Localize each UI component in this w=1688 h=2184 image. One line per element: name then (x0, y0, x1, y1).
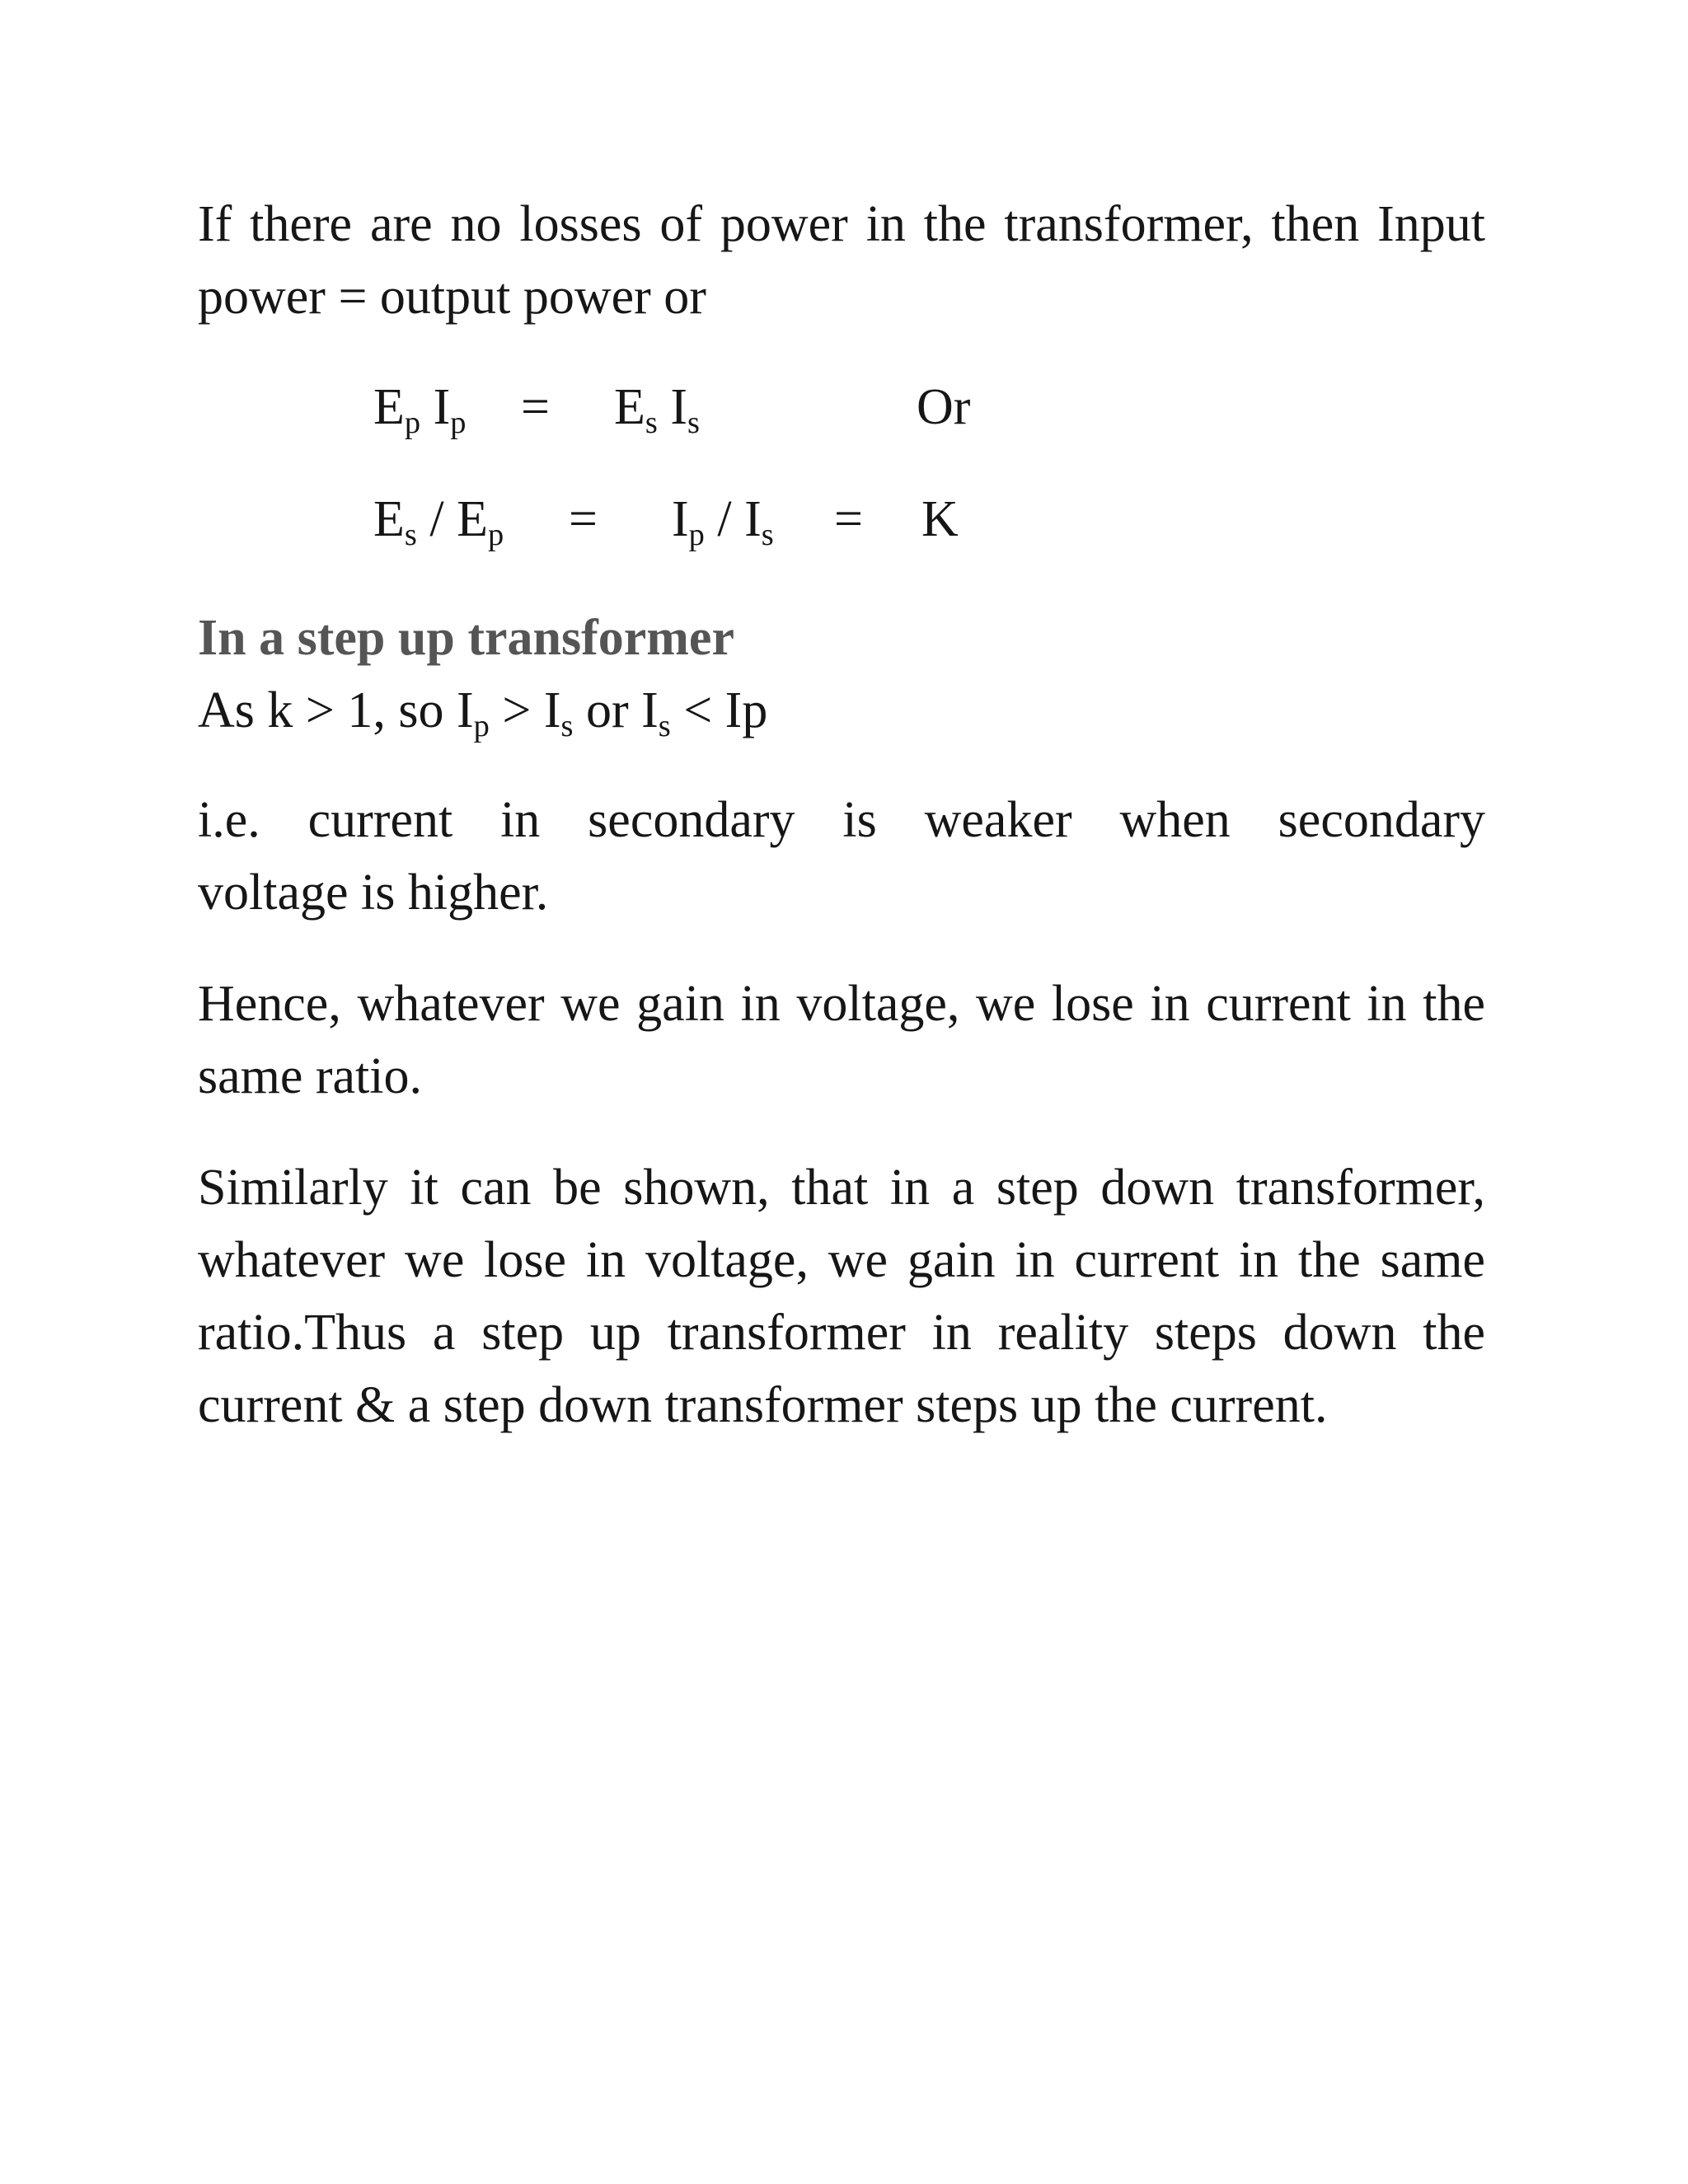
gain-loss-paragraph (198, 968, 1485, 1113)
equation-equals-sign: = (521, 379, 550, 435)
step-down-paragraph (198, 1151, 1485, 1441)
secondary-current-line-1: i.e. current in secondary is weaker when secondary (198, 792, 1485, 848)
step-down-text: Similarly it can be shown, that in a step down transformer, whatever we lose in voltage, we gain in current in the same ratio.Thus a step up transformer in reality steps down the current & a step down transformer steps up the current. (198, 1160, 1485, 1433)
intro-paragraph-text: If there are no losses of power in the transformer, then Input power = output power or (198, 196, 1485, 325)
equation-rhs: $E_s$ $I_s$ (614, 379, 700, 440)
step-up-section (198, 602, 1485, 747)
ratio-equals-sign-1: = (569, 491, 598, 547)
equation-connector: Or (917, 379, 971, 435)
equation-lhs: $E_p$ $I_p$ (373, 379, 467, 440)
equation-power-balance (0, 370, 1688, 444)
secondary-current-line-2: voltage is higher. (198, 865, 549, 921)
ratio-voltage: $E_s / E_p$ (373, 491, 504, 552)
step-up-condition: As k > 1, so $I_p > I_s$ or $I_s < Ip$ (198, 682, 768, 743)
section-heading: In a step up transformer (198, 610, 734, 666)
ratio-current: $I_p / I_s$ (672, 491, 774, 552)
ratio-equals-sign-2: = (834, 491, 863, 547)
secondary-current-paragraph (198, 784, 1485, 929)
ratio-constant: K (921, 491, 959, 547)
intro-paragraph (198, 188, 1485, 333)
gain-loss-text: Hence, whatever we gain in voltage, we lose in current in the same ratio. (198, 976, 1485, 1104)
equation-ratio (0, 482, 1688, 556)
